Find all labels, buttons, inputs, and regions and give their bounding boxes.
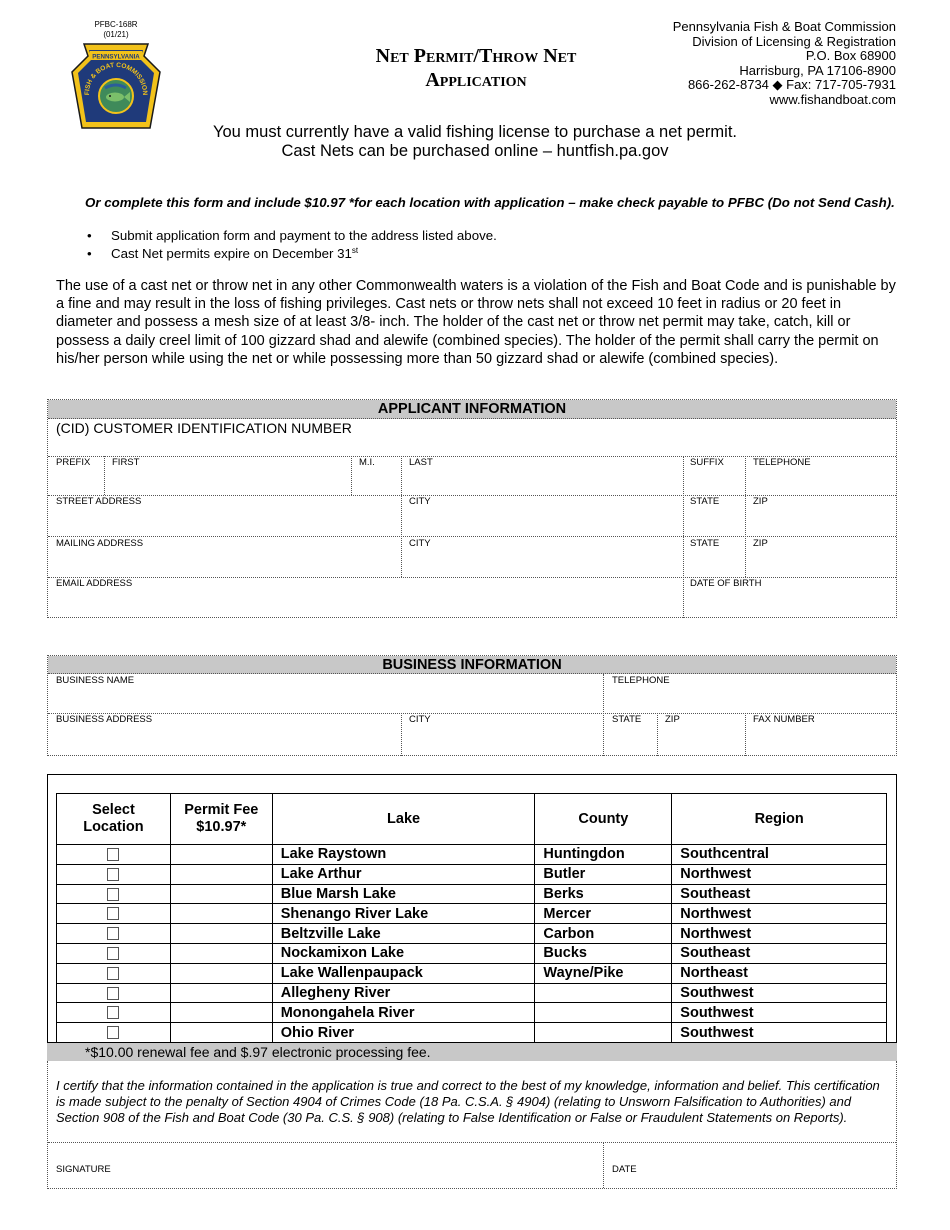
mailing-address-label: MAILING ADDRESS [56,538,144,549]
cid-label: (CID) CUSTOMER IDENTIFICATION NUMBER [56,420,352,436]
region-name: Southeast [672,884,887,904]
cast-net-regulations-paragraph: The use of a cast net or throw net in any other Commonwealth waters is a violation of the Fish and Boat Code and is punishable by a fine and may result in the loss of fishing privileges. Cast nets or throw nets shall not exceed 10 feet in radius or 20 feet in diameter and possess a mesh size of at least 3/8- inch. The holder of the cast net or throw net permit may take, catch, kill or possess a daily creel limit of 100 gizzard shad and alewife (combined species). The holder of the permit shall carry the permit on his/her person while using the net or while possessing more than 50 gizzard shad or alewife (combined species). [56,278,896,367]
agency-division: Division of Licensing & Registration [692,33,896,49]
lake-name: Blue Marsh Lake [272,884,535,904]
email-address-label: EMAIL ADDRESS [56,578,133,589]
applicant-telephone-field[interactable] [745,456,896,495]
prefix-field[interactable] [48,456,104,495]
form-revision-date: (01/21) [103,30,129,39]
form-code [88,20,144,40]
permit-fee-header: Permit Fee $10.97* [170,794,272,845]
logo-ribbon-text: PENNSYLVANIA [92,53,140,61]
business-name-field[interactable] [48,674,603,713]
signature-field[interactable] [48,1142,603,1188]
select-location-checkbox[interactable] [107,987,119,1000]
business-telephone-field[interactable] [603,674,896,713]
permit-fee-field[interactable] [170,904,272,924]
fee-footnote: *$10.00 renewal fee and $.97 electronic processing fee. [47,1042,897,1061]
bullet-expiration-text: Cast Net permits expire on December 31 [111,246,352,261]
lake-selection-table [56,793,887,1043]
county-header: County [535,794,672,845]
county-name: Berks [535,884,672,904]
region-name: Southwest [672,1003,887,1023]
table-row [57,884,887,904]
permit-fee-field[interactable] [170,1023,272,1043]
agency-po-box: P.O. Box 68900 [805,48,896,63]
lake-name: Ohio River [272,1023,535,1043]
select-location-checkbox[interactable] [107,1026,119,1039]
section-heading: BUSINESS INFORMATION [48,656,896,674]
business-zip-field[interactable] [657,713,745,756]
mailing-address-field[interactable] [48,536,401,577]
business-address-label: BUSINESS ADDRESS [56,714,153,725]
certification-statement: I certify that the information contained in the application is true and correct to the best of my knowledge, information and belief. This certification is made subject to the penalty of Section 4904 of Crimes Code (18 Pa. C.S.A. § 4904) (relating to Unsworn Falsification to Authorities) and Section 908 of the Fish and Boat Code (30 Pa. C.S. § 908) (relating to False Identification or False or Fraudulent Statements on Reports). [56,1078,880,1126]
title-line-1: Net Permit/Throw Net [375,45,577,67]
mailing-zip-label: ZIP [753,538,768,549]
logo-arc-text: FISH & BOAT COMMISSION [83,61,149,96]
region-name: Southeast [672,943,887,963]
license-notice-line-2: Cast Nets can be purchased online – huntfish.pa.gov [281,142,669,160]
mailing-state-field[interactable] [683,536,745,577]
lake-name: Lake Arthur [272,864,535,884]
select-location-header: Select Location [57,794,171,845]
instruction-list [85,227,885,263]
county-name: Butler [535,864,672,884]
select-location-checkbox[interactable] [107,848,119,861]
first-name-field[interactable] [104,456,351,495]
mailing-city-field[interactable] [401,536,683,577]
permit-fee-field[interactable] [170,963,272,983]
fax-number-field[interactable] [745,713,896,756]
table-row [57,943,887,963]
table-row [57,845,887,865]
agency-address-block [596,20,896,107]
agency-phone-fax: 866-262-8734 ◆ Fax: 717-705-7931 [687,77,896,92]
table-row [57,864,887,884]
street-zip-label: ZIP [753,496,768,507]
date-of-birth-field[interactable] [683,577,896,618]
region-header: Region [672,794,887,845]
region-name: Northeast [672,963,887,983]
middle-initial-field[interactable] [351,456,401,495]
region-name: Northwest [672,864,887,884]
region-name: Southwest [672,983,887,1003]
cid-field[interactable] [48,419,896,456]
permit-fee-field[interactable] [170,943,272,963]
business-name-label: BUSINESS NAME [56,675,135,686]
permit-fee-field[interactable] [170,845,272,865]
suffix-label: SUFFIX [690,457,724,468]
county-name [535,1023,672,1043]
lake-name: Lake Wallenpaupack [272,963,535,983]
table-row [57,1023,887,1043]
street-address-field[interactable] [48,495,401,536]
street-zip-field[interactable] [745,495,896,536]
list-item [85,227,885,245]
middle-initial-label: M.I. [359,457,375,468]
license-notice-line-1: You must currently have a valid fishing license to purchase a net permit. [212,123,737,141]
street-city-label: CITY [409,496,431,507]
business-state-field[interactable] [603,713,657,756]
date-of-birth-label: DATE OF BIRTH [690,578,762,589]
ordinal-suffix: st [351,246,359,255]
county-name: Mercer [535,904,672,924]
county-name: Bucks [535,943,672,963]
table-row [57,924,887,944]
last-name-label: LAST [409,457,433,468]
mailing-state-label: STATE [690,538,720,549]
last-name-field[interactable] [401,456,683,495]
select-location-checkbox[interactable] [107,868,119,881]
pfbc-keystone-fish-logo-icon [70,42,162,130]
region-name: Northwest [672,924,887,944]
county-name: Wayne/Pike [535,963,672,983]
bullet-submit-text: Submit application form and payment to the address listed above. [111,228,497,243]
business-address-field[interactable] [48,713,401,756]
first-name-label: FIRST [112,457,140,468]
fax-number-label: FAX NUMBER [753,714,815,725]
region-name: Southwest [672,1023,887,1043]
business-city-label: CITY [409,714,431,725]
select-location-checkbox[interactable] [107,967,119,980]
permit-fee-field[interactable] [170,884,272,904]
lake-name: Shenango River Lake [272,904,535,924]
lake-name: Monongahela River [272,1003,535,1023]
suffix-field[interactable] [683,456,745,495]
lake-name: Allegheny River [272,983,535,1003]
business-information-section [47,655,897,756]
lake-header: Lake [272,794,535,845]
select-location-checkbox[interactable] [107,947,119,960]
business-state-label: STATE [612,714,642,725]
table-row [57,904,887,924]
license-notice [100,123,850,161]
date-field[interactable] [603,1142,896,1188]
permit-fee-field[interactable] [170,924,272,944]
prefix-label: PREFIX [56,457,91,468]
date-label: DATE [612,1164,637,1175]
mailing-city-label: CITY [409,538,431,549]
select-location-checkbox[interactable] [107,907,119,920]
region-name: Northwest [672,904,887,924]
payment-instructions: Or complete this form and include $10.97 *for each location with application – make check payable to PFBC (Do not Send Cash). [85,195,895,210]
street-state-field[interactable] [683,495,745,536]
business-city-field[interactable] [401,713,603,756]
permit-fee-field[interactable] [170,983,272,1003]
street-city-field[interactable] [401,495,683,536]
street-state-label: STATE [690,496,720,507]
applicant-telephone-label: TELEPHONE [753,457,811,468]
lake-name: Nockamixon Lake [272,943,535,963]
table-row [57,983,887,1003]
region-name: Southcentral [672,845,887,865]
county-name [535,1003,672,1023]
form-number: PFBC-168R [94,20,138,29]
table-row [57,963,887,983]
street-address-label: STREET ADDRESS [56,496,142,507]
business-telephone-label: TELEPHONE [612,675,670,686]
permit-fee-field[interactable] [170,1003,272,1023]
permit-fee-field[interactable] [170,864,272,884]
county-name: Huntingdon [535,845,672,865]
section-heading: APPLICANT INFORMATION [48,400,896,419]
select-location-checkbox[interactable] [107,927,119,940]
title-line-2: Application [425,69,527,91]
county-name: Carbon [535,924,672,944]
table-row [57,1003,887,1023]
select-location-checkbox[interactable] [107,888,119,901]
select-location-checkbox[interactable] [107,1006,119,1019]
list-item [85,245,885,263]
email-address-field[interactable] [48,577,683,618]
lake-name: Beltzville Lake [272,924,535,944]
signature-label: SIGNATURE [56,1164,111,1175]
agency-website: www.fishandboat.com [769,91,896,107]
table-header-row [57,794,887,845]
county-name [535,983,672,1003]
business-zip-label: ZIP [665,714,680,725]
lake-name: Lake Raystown [272,845,535,865]
mailing-zip-field[interactable] [745,536,896,577]
agency-city: Harrisburg, PA 17106-8900 [739,62,896,78]
agency-name: Pennsylvania Fish & Boat Commission [672,19,896,34]
applicant-information-section [47,399,897,618]
